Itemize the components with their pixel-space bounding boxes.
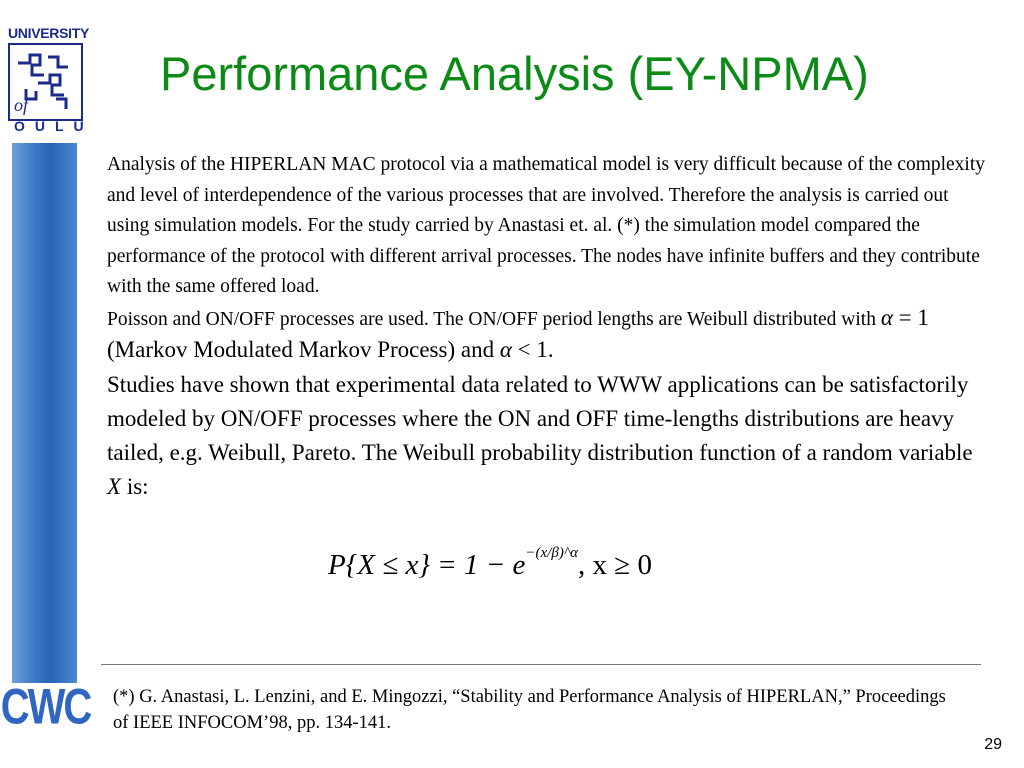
- slide-title: Performance Analysis (EY-NPMA): [160, 47, 869, 100]
- logo-of-text: of: [14, 95, 29, 115]
- alpha-symbol: α: [880, 304, 893, 330]
- paragraph-studies-text: Studies have shown that experimental data related to WWW applications can be satisfactorily modeled by ON/OFF processes where the ON and OFF time-lengths distributions are heavy tailed, e.g. Weibull, Pareto. The Weibull probability distribution function of a random variable: [107, 371, 973, 465]
- paragraph-processes: [107, 303, 987, 368]
- cwc-logo: CWC: [0, 678, 91, 734]
- formula-rhs: , x ≥ 0: [578, 549, 652, 581]
- formula-exponent: −(x/β)^α: [525, 545, 579, 562]
- formula-lhs: P{X ≤ x} = 1 − e: [328, 549, 526, 581]
- alpha-less-text: < 1.: [511, 337, 554, 362]
- sidebar: [0, 25, 94, 745]
- sidebar-blue-bar: [12, 143, 77, 683]
- paragraph-studies: [107, 368, 987, 504]
- paragraph-intro: Analysis of the HIPERLAN MAC protocol via a mathematical model is very difficult because of the complexity and level of interdependence of the various processes that are involved. Therefore the analysis is carried out using simulation models. For the study carried by Anastasi et. al. (*) the simulation model compared the performance of the protocol with different arrival processes. The nodes have infinite buffers and they contribute with the same offered load.: [107, 154, 986, 297]
- random-variable: X: [107, 473, 122, 499]
- alpha-equals-text: = 1: [892, 304, 929, 330]
- paragraph-studies-end: is:: [121, 473, 149, 499]
- slide-body: [107, 150, 987, 504]
- footnote-divider: [101, 664, 981, 665]
- footnote-reference: (*) G. Anastasi, L. Lenzini, and E. Mingozzi, “Stability and Performance Analysis of HIPERLAN,” Proceedings of IEEE INFOCOM’98, pp. 134-141.: [113, 687, 946, 733]
- logo-oulu-text: OULU: [14, 118, 94, 134]
- paragraph-processes-text: Poisson and ON/OFF processes are used. The ON/OFF period lengths are Weibull distributed with: [107, 308, 881, 330]
- alpha-symbol-2: α: [499, 337, 512, 362]
- logo-university-text: UNIVERSITY: [8, 25, 90, 41]
- weibull-formula: [328, 545, 652, 582]
- page-number: 29: [984, 736, 1002, 753]
- mmmp-text: (Markov Modulated Markov Process) and: [107, 337, 500, 362]
